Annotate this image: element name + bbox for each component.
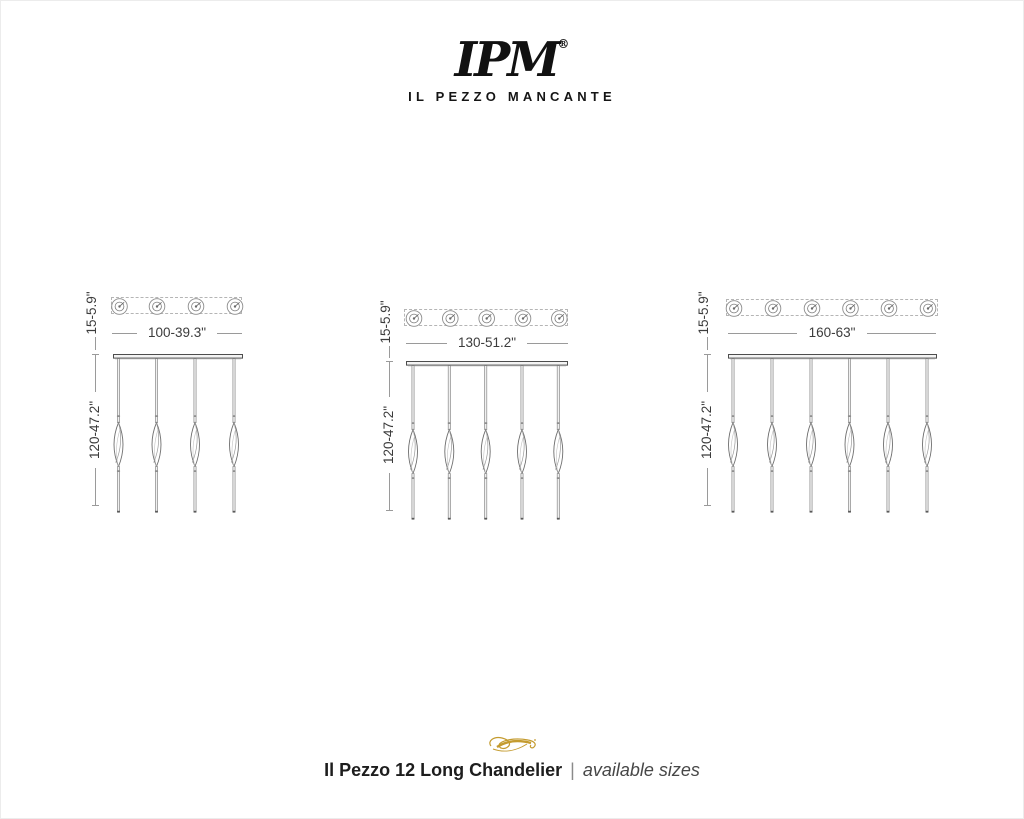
drop-length-label: 120-47.2"	[88, 392, 102, 468]
mount-icon	[443, 311, 459, 327]
mount-icon	[804, 301, 820, 317]
brand-monogram	[1, 17, 1023, 87]
product-name: Il Pezzo 12 Long Chandelier	[324, 760, 563, 780]
registered-mark: ®	[557, 37, 570, 51]
drop-length-label: 120-47.2"	[700, 392, 714, 468]
gold-flourish-icon	[484, 732, 542, 756]
canopy-dim-line	[95, 337, 96, 350]
diagram-size-160	[673, 286, 953, 521]
mount-icon	[227, 299, 243, 315]
chandelier-side-view	[406, 361, 568, 523]
caption-separator: |	[570, 760, 575, 780]
canopy-height-label: 15-5.9"	[378, 300, 393, 344]
chandelier-side-view	[728, 354, 937, 516]
pendant-figure	[729, 359, 738, 513]
dim-tick	[92, 354, 99, 355]
pendant-figure	[191, 359, 200, 513]
mount-icon	[881, 301, 897, 317]
pendant-figure	[445, 366, 454, 520]
dim-tick	[704, 354, 711, 355]
canopy-height-label: 15-5.9"	[84, 291, 99, 335]
pendant-figure	[554, 366, 563, 520]
caption-note: available sizes	[582, 760, 700, 780]
canopy-bar	[114, 355, 243, 359]
mounts-drawing	[405, 310, 569, 327]
mount-icon	[406, 311, 422, 327]
pendant-figure	[845, 359, 854, 513]
chandelier-side-view	[113, 354, 243, 516]
canopy-top-view	[111, 297, 242, 314]
mount-icon	[843, 301, 859, 317]
brand-wordmark: IL PEZZO MANCANTE	[408, 89, 616, 104]
drop-length-label: 120-47.2"	[382, 397, 396, 473]
diagram-size-130	[351, 296, 581, 531]
mount-icon	[515, 311, 531, 327]
pendant-figure	[152, 359, 161, 513]
canopy-bar	[729, 355, 937, 359]
pendant-figure	[768, 359, 777, 513]
dim-tick	[386, 361, 393, 362]
canopy-width-label: 160-63"	[797, 326, 867, 340]
mount-icon	[188, 299, 204, 315]
canopy-bar	[407, 362, 568, 366]
brand-monogram-text: IPM	[454, 32, 558, 88]
pendant-figure	[409, 366, 418, 520]
mount-icon	[920, 301, 936, 317]
mount-icon	[112, 299, 128, 315]
mount-icon	[765, 301, 781, 317]
caption	[1, 760, 1023, 781]
canopy-top-view	[726, 299, 938, 316]
dim-tick	[386, 510, 393, 511]
mounts-drawing	[727, 300, 939, 317]
brand-header	[1, 17, 1023, 104]
pendant-figure	[884, 359, 893, 513]
mount-icon	[552, 311, 568, 327]
canopy-top-view	[404, 309, 568, 326]
pendant-figure	[114, 359, 123, 513]
mounts-drawing	[112, 298, 243, 315]
pendant-figure	[807, 359, 816, 513]
canopy-height-label: 15-5.9"	[696, 291, 711, 335]
canopy-dim-line	[389, 346, 390, 358]
diagram-size-100	[61, 286, 261, 521]
mount-icon	[149, 299, 165, 315]
canopy-dim-line	[707, 337, 708, 350]
pendant-figure	[923, 359, 932, 513]
dim-tick	[704, 505, 711, 506]
canopy-width-label: 130-51.2"	[447, 336, 527, 350]
canopy-width-label: 100-39.3"	[137, 326, 217, 340]
mount-icon	[726, 301, 742, 317]
dim-tick	[92, 505, 99, 506]
mount-icon	[479, 311, 495, 327]
pendant-figure	[481, 366, 490, 520]
pendant-figure	[230, 359, 239, 513]
pendant-figure	[518, 366, 527, 520]
